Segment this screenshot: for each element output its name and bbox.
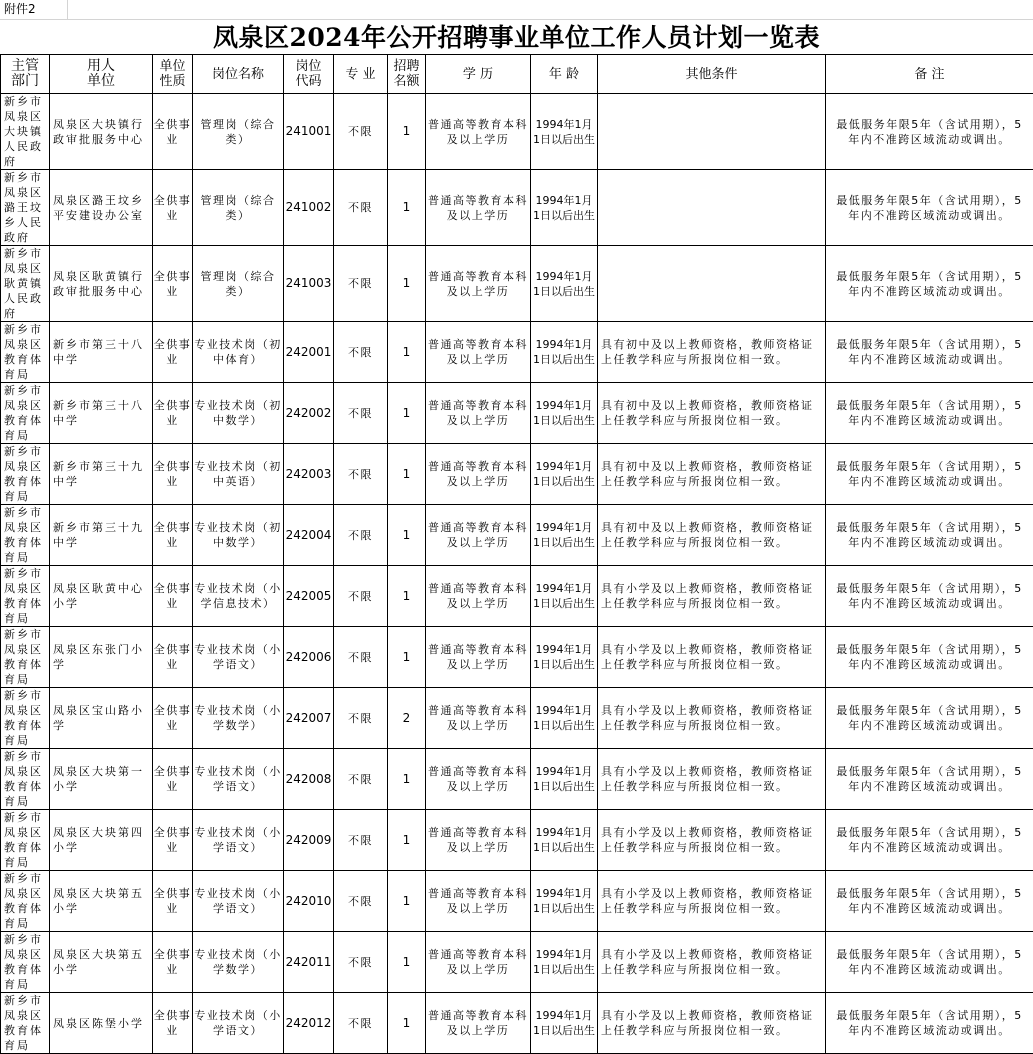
note-cell[interactable]: 最低服务年限5年（含试用期），5年内不准跨区域流动或调出。 (826, 383, 1033, 444)
note-cell[interactable]: 最低服务年限5年（含试用期），5年内不准跨区域流动或调出。 (826, 993, 1033, 1054)
post-cell[interactable]: 专业技术岗（小学语文） (193, 627, 284, 688)
unit-cell[interactable]: 凤泉区大块第五小学 (50, 871, 153, 932)
note-cell[interactable]: 最低服务年限5年（含试用期），5年内不准跨区域流动或调出。 (826, 170, 1033, 246)
dept-cell[interactable]: 新乡市凤泉区教育体育局 (1, 505, 50, 566)
post-cell[interactable]: 专业技术岗（初中体育） (193, 322, 284, 383)
code-cell[interactable]: 242003 (284, 444, 334, 505)
code-cell[interactable]: 242005 (284, 566, 334, 627)
table-row (1, 871, 1033, 932)
other-cell[interactable]: 具有小学及以上教师资格，教师资格证上任教学科应与所报岗位相一致。 (598, 749, 826, 810)
age-cell[interactable]: 1994年1月1日以后出生 (531, 749, 598, 810)
code-cell[interactable]: 241003 (284, 246, 334, 322)
post-cell[interactable]: 专业技术岗（小学语文） (193, 749, 284, 810)
other-cell[interactable]: 具有小学及以上教师资格，教师资格证上任教学科应与所报岗位相一致。 (598, 627, 826, 688)
table-row (1, 94, 1033, 170)
count-cell[interactable]: 2 (388, 688, 426, 749)
code-cell[interactable]: 242001 (284, 322, 334, 383)
count-cell[interactable]: 1 (388, 94, 426, 170)
note-cell[interactable]: 最低服务年限5年（含试用期），5年内不准跨区域流动或调出。 (826, 566, 1033, 627)
nature-cell[interactable]: 全供事业 (153, 932, 193, 993)
age-cell[interactable]: 1994年1月1日以后出生 (531, 627, 598, 688)
unit-cell[interactable]: 凤泉区陈堡小学 (50, 993, 153, 1054)
major-cell[interactable]: 不限 (334, 246, 388, 322)
header-note[interactable]: 备 注 (826, 55, 1033, 94)
nature-cell[interactable]: 全供事业 (153, 871, 193, 932)
count-cell[interactable]: 1 (388, 383, 426, 444)
table-row (1, 993, 1033, 1054)
count-cell[interactable]: 1 (388, 627, 426, 688)
post-cell[interactable]: 专业技术岗（初中数学） (193, 505, 284, 566)
count-cell[interactable]: 1 (388, 871, 426, 932)
age-cell[interactable]: 1994年1月1日以后出生 (531, 810, 598, 871)
count-cell[interactable]: 1 (388, 932, 426, 993)
note-cell[interactable]: 最低服务年限5年（含试用期），5年内不准跨区域流动或调出。 (826, 688, 1033, 749)
count-cell[interactable]: 1 (388, 505, 426, 566)
unit-cell[interactable]: 凤泉区耿黄镇行政审批服务中心 (50, 246, 153, 322)
code-cell[interactable]: 242004 (284, 505, 334, 566)
count-cell[interactable]: 1 (388, 566, 426, 627)
dept-cell[interactable]: 新乡市凤泉区教育体育局 (1, 627, 50, 688)
age-cell[interactable]: 1994年1月1日以后出生 (531, 505, 598, 566)
table-row (1, 688, 1033, 749)
post-cell[interactable]: 管理岗（综合类） (193, 170, 284, 246)
other-cell[interactable]: 具有初中及以上教师资格，教师资格证上任教学科应与所报岗位相一致。 (598, 505, 826, 566)
edu-cell[interactable]: 普通高等教育本科及以上学历 (426, 566, 531, 627)
note-cell[interactable]: 最低服务年限5年（含试用期），5年内不准跨区域流动或调出。 (826, 627, 1033, 688)
major-cell[interactable]: 不限 (334, 932, 388, 993)
other-cell[interactable] (598, 170, 826, 246)
edu-cell[interactable]: 普通高等教育本科及以上学历 (426, 94, 531, 170)
header-age[interactable]: 年 龄 (531, 55, 598, 94)
other-cell[interactable]: 具有小学及以上教师资格，教师资格证上任教学科应与所报岗位相一致。 (598, 688, 826, 749)
page-title[interactable]: 凤泉区2024年公开招聘事业单位工作人员计划一览表 (0, 20, 1033, 55)
note-cell[interactable]: 最低服务年限5年（含试用期），5年内不准跨区域流动或调出。 (826, 749, 1033, 810)
note-cell[interactable]: 最低服务年限5年（含试用期），5年内不准跨区域流动或调出。 (826, 444, 1033, 505)
edu-cell[interactable]: 普通高等教育本科及以上学历 (426, 505, 531, 566)
table-row (1, 444, 1033, 505)
code-cell[interactable]: 242007 (284, 688, 334, 749)
post-cell[interactable]: 管理岗（综合类） (193, 246, 284, 322)
header-post[interactable]: 岗位名称 (193, 55, 284, 94)
dept-cell[interactable]: 新乡市凤泉区教育体育局 (1, 383, 50, 444)
table-row (1, 749, 1033, 810)
edu-cell[interactable]: 普通高等教育本科及以上学历 (426, 810, 531, 871)
table-row (1, 627, 1033, 688)
unit-cell[interactable]: 凤泉区潞王坟乡平安建设办公室 (50, 170, 153, 246)
dept-cell[interactable]: 新乡市凤泉区教育体育局 (1, 749, 50, 810)
count-cell[interactable]: 1 (388, 170, 426, 246)
nature-cell[interactable]: 全供事业 (153, 383, 193, 444)
header-unit[interactable]: 用人 单位 (50, 55, 153, 94)
unit-cell[interactable]: 凤泉区大块镇行政审批服务中心 (50, 94, 153, 170)
age-cell[interactable]: 1994年1月1日以后出生 (531, 566, 598, 627)
other-cell[interactable]: 具有小学及以上教师资格，教师资格证上任教学科应与所报岗位相一致。 (598, 993, 826, 1054)
unit-cell[interactable]: 凤泉区大块第五小学 (50, 932, 153, 993)
other-cell[interactable]: 具有初中及以上教师资格，教师资格证上任教学科应与所报岗位相一致。 (598, 322, 826, 383)
attachment-row (0, 0, 1033, 20)
other-cell[interactable]: 具有小学及以上教师资格，教师资格证上任教学科应与所报岗位相一致。 (598, 810, 826, 871)
dept-cell[interactable]: 新乡市凤泉区教育体育局 (1, 566, 50, 627)
dept-cell[interactable]: 新乡市凤泉区教育体育局 (1, 993, 50, 1054)
post-cell[interactable]: 专业技术岗（小学语文） (193, 871, 284, 932)
major-cell[interactable]: 不限 (334, 627, 388, 688)
edu-cell[interactable]: 普通高等教育本科及以上学历 (426, 993, 531, 1054)
nature-cell[interactable]: 全供事业 (153, 322, 193, 383)
code-cell[interactable]: 241001 (284, 94, 334, 170)
nature-cell[interactable]: 全供事业 (153, 688, 193, 749)
code-cell[interactable]: 242010 (284, 871, 334, 932)
age-cell[interactable]: 1994年1月1日以后出生 (531, 688, 598, 749)
post-cell[interactable]: 专业技术岗（初中英语） (193, 444, 284, 505)
edu-cell[interactable]: 普通高等教育本科及以上学历 (426, 627, 531, 688)
unit-cell[interactable]: 凤泉区大块第一小学 (50, 749, 153, 810)
dept-cell[interactable]: 新乡市凤泉区大块镇人民政府 (1, 94, 50, 170)
age-cell[interactable]: 1994年1月1日以后出生 (531, 383, 598, 444)
post-cell[interactable]: 专业技术岗（小学语文） (193, 993, 284, 1054)
other-cell[interactable]: 具有小学及以上教师资格，教师资格证上任教学科应与所报岗位相一致。 (598, 871, 826, 932)
major-cell[interactable]: 不限 (334, 810, 388, 871)
code-cell[interactable]: 242006 (284, 627, 334, 688)
major-cell[interactable]: 不限 (334, 993, 388, 1054)
count-cell[interactable]: 1 (388, 246, 426, 322)
header-dept[interactable]: 主管 部门 (1, 55, 50, 94)
major-cell[interactable]: 不限 (334, 170, 388, 246)
unit-cell[interactable]: 凤泉区宝山路小学 (50, 688, 153, 749)
unit-cell[interactable]: 新乡市第三十九中学 (50, 444, 153, 505)
dept-cell[interactable]: 新乡市凤泉区教育体育局 (1, 322, 50, 383)
note-cell[interactable]: 最低服务年限5年（含试用期），5年内不准跨区域流动或调出。 (826, 505, 1033, 566)
major-cell[interactable]: 不限 (334, 444, 388, 505)
edu-cell[interactable]: 普通高等教育本科及以上学历 (426, 688, 531, 749)
nature-cell[interactable]: 全供事业 (153, 505, 193, 566)
header-edu[interactable]: 学 历 (426, 55, 531, 94)
table-row (1, 170, 1033, 246)
post-cell[interactable]: 专业技术岗（小学语文） (193, 810, 284, 871)
nature-cell[interactable]: 全供事业 (153, 810, 193, 871)
edu-cell[interactable]: 普通高等教育本科及以上学历 (426, 749, 531, 810)
header-other[interactable]: 其他条件 (598, 55, 826, 94)
table-row (1, 322, 1033, 383)
nature-cell[interactable]: 全供事业 (153, 993, 193, 1054)
major-cell[interactable]: 不限 (334, 322, 388, 383)
code-cell[interactable]: 242002 (284, 383, 334, 444)
nature-cell[interactable]: 全供事业 (153, 627, 193, 688)
other-cell[interactable]: 具有初中及以上教师资格，教师资格证上任教学科应与所报岗位相一致。 (598, 383, 826, 444)
nature-cell[interactable]: 全供事业 (153, 566, 193, 627)
age-cell[interactable]: 1994年1月1日以后出生 (531, 94, 598, 170)
edu-cell[interactable]: 普通高等教育本科及以上学历 (426, 170, 531, 246)
code-cell[interactable]: 241002 (284, 170, 334, 246)
table-row (1, 505, 1033, 566)
note-cell[interactable]: 最低服务年限5年（含试用期），5年内不准跨区域流动或调出。 (826, 810, 1033, 871)
count-cell[interactable]: 1 (388, 993, 426, 1054)
major-cell[interactable]: 不限 (334, 688, 388, 749)
header-row (1, 55, 1033, 94)
post-cell[interactable]: 专业技术岗（初中数学） (193, 383, 284, 444)
post-cell[interactable]: 专业技术岗（小学信息技术） (193, 566, 284, 627)
header-code[interactable]: 岗位 代码 (284, 55, 334, 94)
dept-cell[interactable]: 新乡市凤泉区教育体育局 (1, 932, 50, 993)
unit-cell[interactable]: 凤泉区耿黄中心小学 (50, 566, 153, 627)
age-cell[interactable]: 1994年1月1日以后出生 (531, 322, 598, 383)
dept-cell[interactable]: 新乡市凤泉区教育体育局 (1, 871, 50, 932)
note-cell[interactable]: 最低服务年限5年（含试用期），5年内不准跨区域流动或调出。 (826, 246, 1033, 322)
age-cell[interactable]: 1994年1月1日以后出生 (531, 993, 598, 1054)
nature-cell[interactable]: 全供事业 (153, 170, 193, 246)
edu-cell[interactable]: 普通高等教育本科及以上学历 (426, 871, 531, 932)
unit-cell[interactable]: 凤泉区东张门小学 (50, 627, 153, 688)
attachment-label[interactable]: 附件2 (0, 0, 68, 19)
major-cell[interactable]: 不限 (334, 749, 388, 810)
header-count[interactable]: 招聘 名额 (388, 55, 426, 94)
dept-cell[interactable]: 新乡市凤泉区教育体育局 (1, 810, 50, 871)
nature-cell[interactable]: 全供事业 (153, 246, 193, 322)
unit-cell[interactable]: 新乡市第三十九中学 (50, 505, 153, 566)
post-cell[interactable]: 专业技术岗（小学数学） (193, 688, 284, 749)
nature-cell[interactable]: 全供事业 (153, 444, 193, 505)
other-cell[interactable]: 具有小学及以上教师资格，教师资格证上任教学科应与所报岗位相一致。 (598, 566, 826, 627)
dept-cell[interactable]: 新乡市凤泉区耿黄镇人民政府 (1, 246, 50, 322)
table-row (1, 932, 1033, 993)
note-cell[interactable]: 最低服务年限5年（含试用期），5年内不准跨区域流动或调出。 (826, 94, 1033, 170)
nature-cell[interactable]: 全供事业 (153, 749, 193, 810)
age-cell[interactable]: 1994年1月1日以后出生 (531, 932, 598, 993)
major-cell[interactable]: 不限 (334, 871, 388, 932)
age-cell[interactable]: 1994年1月1日以后出生 (531, 871, 598, 932)
edu-cell[interactable]: 普通高等教育本科及以上学历 (426, 246, 531, 322)
header-nature[interactable]: 单位 性质 (153, 55, 193, 94)
dept-cell[interactable]: 新乡市凤泉区潞王坟乡人民政府 (1, 170, 50, 246)
post-cell[interactable]: 管理岗（综合类） (193, 94, 284, 170)
other-cell[interactable] (598, 246, 826, 322)
note-cell[interactable]: 最低服务年限5年（含试用期），5年内不准跨区域流动或调出。 (826, 322, 1033, 383)
edu-cell[interactable]: 普通高等教育本科及以上学历 (426, 322, 531, 383)
note-cell[interactable]: 最低服务年限5年（含试用期），5年内不准跨区域流动或调出。 (826, 932, 1033, 993)
count-cell[interactable]: 1 (388, 322, 426, 383)
post-cell[interactable]: 专业技术岗（小学数学） (193, 932, 284, 993)
code-cell[interactable]: 242011 (284, 932, 334, 993)
other-cell[interactable]: 具有初中及以上教师资格，教师资格证上任教学科应与所报岗位相一致。 (598, 444, 826, 505)
other-cell[interactable]: 具有小学及以上教师资格，教师资格证上任教学科应与所报岗位相一致。 (598, 932, 826, 993)
dept-cell[interactable]: 新乡市凤泉区教育体育局 (1, 444, 50, 505)
edu-cell[interactable]: 普通高等教育本科及以上学历 (426, 444, 531, 505)
major-cell[interactable]: 不限 (334, 566, 388, 627)
unit-cell[interactable]: 新乡市第三十八中学 (50, 322, 153, 383)
count-cell[interactable]: 1 (388, 444, 426, 505)
age-cell[interactable]: 1994年1月1日以后出生 (531, 444, 598, 505)
count-cell[interactable]: 1 (388, 810, 426, 871)
age-cell[interactable]: 1994年1月1日以后出生 (531, 246, 598, 322)
unit-cell[interactable]: 新乡市第三十八中学 (50, 383, 153, 444)
nature-cell[interactable]: 全供事业 (153, 94, 193, 170)
table-row (1, 566, 1033, 627)
code-cell[interactable]: 242008 (284, 749, 334, 810)
table-body (1, 94, 1033, 1054)
other-cell[interactable] (598, 94, 826, 170)
table-row (1, 383, 1033, 444)
edu-cell[interactable]: 普通高等教育本科及以上学历 (426, 932, 531, 993)
header-major[interactable]: 专 业 (334, 55, 388, 94)
age-cell[interactable]: 1994年1月1日以后出生 (531, 170, 598, 246)
recruitment-plan-table (0, 54, 1033, 1054)
table-row (1, 246, 1033, 322)
edu-cell[interactable]: 普通高等教育本科及以上学历 (426, 383, 531, 444)
note-cell[interactable]: 最低服务年限5年（含试用期），5年内不准跨区域流动或调出。 (826, 871, 1033, 932)
table-row (1, 810, 1033, 871)
major-cell[interactable]: 不限 (334, 383, 388, 444)
count-cell[interactable]: 1 (388, 749, 426, 810)
major-cell[interactable]: 不限 (334, 505, 388, 566)
code-cell[interactable]: 242009 (284, 810, 334, 871)
major-cell[interactable]: 不限 (334, 94, 388, 170)
code-cell[interactable]: 242012 (284, 993, 334, 1054)
dept-cell[interactable]: 新乡市凤泉区教育体育局 (1, 688, 50, 749)
unit-cell[interactable]: 凤泉区大块第四小学 (50, 810, 153, 871)
